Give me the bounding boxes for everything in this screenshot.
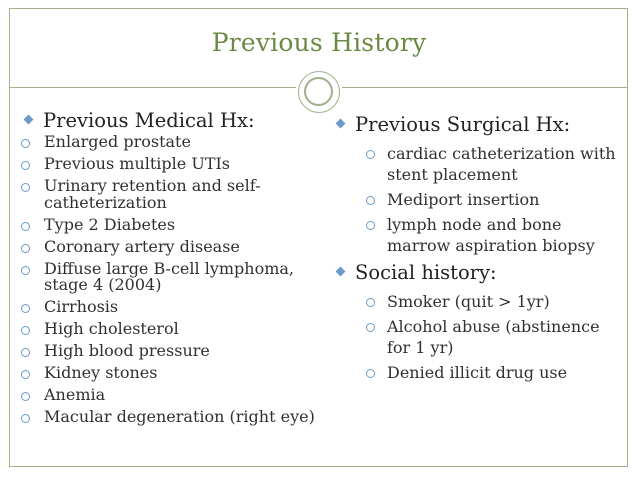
list-item: Urinary retention and self-catheterization <box>18 178 318 211</box>
list-item: Anemia <box>18 387 318 404</box>
surgical-history-heading: Previous Surgical Hx: <box>330 114 620 136</box>
ring-bullet-icon <box>21 326 30 335</box>
ring-bullet-icon <box>366 323 375 332</box>
list-item: Denied illicit drug use <box>330 362 620 383</box>
list-item: High cholesterol <box>18 321 318 338</box>
list-item: Alcohol abuse (abstinence for 1 yr) <box>330 316 620 358</box>
ring-bullet-icon <box>21 139 30 148</box>
list-item: High blood pressure <box>18 343 318 360</box>
ring-bullet-icon <box>366 150 375 159</box>
medical-history-column <box>18 110 318 431</box>
ring-bullet-icon <box>21 392 30 401</box>
medical-history-list <box>18 134 318 426</box>
ring-bullet-icon <box>21 304 30 313</box>
social-history-list <box>330 291 620 383</box>
ring-bullet-icon <box>366 298 375 307</box>
list-item: Mediport insertion <box>330 189 620 210</box>
list-item: Cirrhosis <box>18 299 318 316</box>
list-item: Kidney stones <box>18 365 318 382</box>
list-item: Previous multiple UTIs <box>18 156 318 173</box>
slide-title: Previous History <box>211 28 427 57</box>
surgical-social-column <box>330 114 620 387</box>
social-history-heading: Social history: <box>330 262 620 284</box>
list-item: lymph node and bone marrow aspiration biopsy <box>330 214 620 256</box>
list-item: Smoker (quit > 1yr) <box>330 291 620 312</box>
medical-history-heading: Previous Medical Hx: <box>18 110 318 132</box>
title-rule-right <box>342 87 628 88</box>
ring-bullet-icon <box>366 196 375 205</box>
list-item: Diffuse large B-cell lymphoma, stage 4 (2004) <box>18 261 318 294</box>
diamond-bullet-icon <box>336 119 346 129</box>
ring-bullet-icon <box>366 221 375 230</box>
ring-bullet-icon <box>21 183 30 192</box>
list-item: Coronary artery disease <box>18 239 318 256</box>
ring-bullet-icon <box>21 370 30 379</box>
diamond-bullet-icon <box>24 115 34 125</box>
diamond-bullet-icon <box>336 267 346 277</box>
list-item: Macular degeneration (right eye) <box>18 409 318 426</box>
list-item: Type 2 Diabetes <box>18 217 318 234</box>
ring-bullet-icon <box>21 161 30 170</box>
ring-bullet-icon <box>21 348 30 357</box>
title-rule-left <box>9 87 296 88</box>
ring-bullet-icon <box>21 222 30 231</box>
ring-bullet-icon <box>21 266 30 275</box>
surgical-history-list <box>330 143 620 256</box>
ring-bullet-icon <box>366 369 375 378</box>
ring-bullet-icon <box>21 414 30 423</box>
list-item: Enlarged prostate <box>18 134 318 151</box>
circle-ornament-icon <box>298 71 340 113</box>
ring-bullet-icon <box>21 244 30 253</box>
list-item: cardiac catheterization with stent placement <box>330 143 620 185</box>
